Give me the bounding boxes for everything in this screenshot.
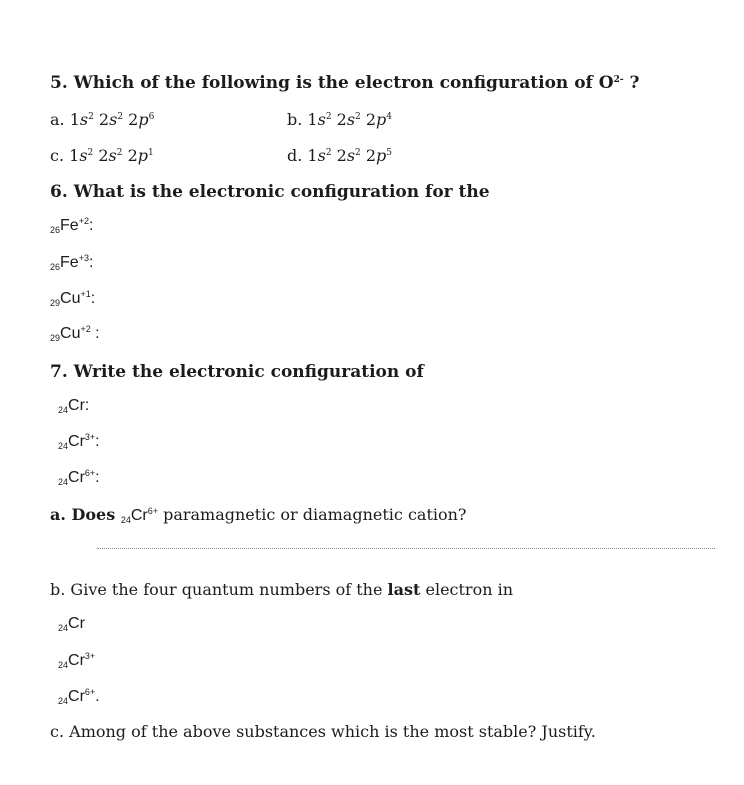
question-6-title: 6. What is the electronic configuration for the bbox=[50, 182, 490, 202]
question-7c: c. Among of the above substances which is the most stable? Justify. bbox=[50, 722, 596, 741]
ion-item: $_{24}Cr^{3+}$ bbox=[58, 651, 96, 670]
question-5-title: 5. Which of the following is the electron configuration of $O^{2-}$ ? bbox=[50, 73, 640, 93]
option-a: a. $1s^2$ $2s^2$ $2p^6$ bbox=[50, 110, 155, 129]
ion-item: $_{24}Cr^{3+}$: bbox=[58, 432, 100, 451]
ion-item: $_{24}$Cr: bbox=[58, 397, 90, 415]
option-d: d. $1s^2$ $2s^2$ $2p^5$ bbox=[287, 146, 393, 165]
ion-item: $_{24}$Cr bbox=[58, 615, 85, 633]
ion-item: $_{26}Fe^{+2}$: bbox=[50, 216, 94, 235]
ion-item: $_{29}Cu^{+2}$ : bbox=[50, 324, 100, 343]
answer-line bbox=[97, 548, 715, 549]
question-7a: a. Does $_{24}Cr^{6+}$ paramagnetic or diamagnetic cation? bbox=[50, 505, 467, 525]
ion-item: $_{29}Cu^{+1}$: bbox=[50, 289, 96, 308]
ion-item: $_{26}Fe^{+3}$: bbox=[50, 253, 94, 272]
question-7-title: 7. Write the electronic configuration of bbox=[50, 362, 424, 382]
option-c: c. $1s^2$ $2s^2$ $2p^1$ bbox=[50, 146, 154, 165]
question-7b: b. Give the four quantum numbers of the last electron in bbox=[50, 580, 514, 599]
ion-item: $_{24}Cr^{6+}$. bbox=[58, 687, 100, 706]
ion-item: $_{24}Cr^{6+}$: bbox=[58, 468, 100, 487]
option-b: b. $1s^2$ $2s^2$ $2p^4$ bbox=[287, 110, 393, 129]
